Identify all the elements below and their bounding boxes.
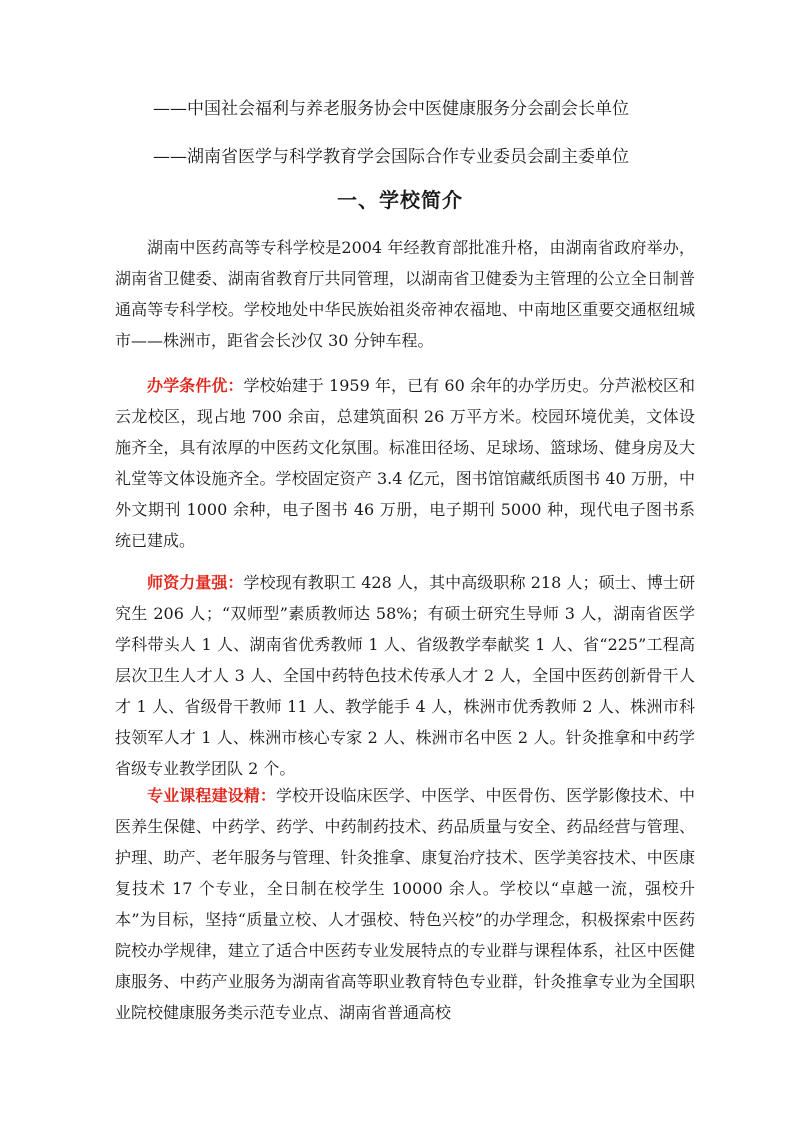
intro-paragraph bbox=[115, 232, 695, 356]
courses-text: 学校开设临床医学、中医学、中医骨伤、医学影像技术、中医养生保健、中药学、药学、中药制药技术、药品质量与安全、药品经营与管理、护理、助产、老年服务与管理、针灸推拿、康复治疗技术、医学美容技术、中医康复技术 17 个专业，全日制在校学生 10000 余人。学校以“卓越一流，强校升本”为目标，坚持“质量立校、人才强校、特色兴校”的办学理念，积极探索中医药院校办学规律，建立了适合中医药专业发展特点的专业群与课程体系，社区中医健康服务、中药产业服务为湖南省高等职业教育特色专业群，针灸推拿专业为全国职业院校健康服务类示范专业点、湖南省普通高校 bbox=[115, 786, 695, 1022]
teachers-text: 学校现有教职工 428 人，其中高级职称 218 人；硕士、博士研究生 206 人；“双师型”素质教师达 58%；有硕士研究生导师 3 人，湖南省医学学科带头人 1 人、湖南省优秀教师 1 人、省级教学奉献奖 1 人、省“225”工程高层次卫生人才人 3 人、全国中药特色技术传承人才 2 人，全国中医药创新骨干人才 1 人、省级骨干教师 11 人、教学能手 4 人，株洲市优秀教师 2 人、株洲市科技领军人才 1 人、株洲市核心专家 2 人、株洲市名中医 2 人。针灸推拿和中药学省级专业教学团队 2 个。 bbox=[115, 573, 695, 778]
affiliation-line-2: ——湖南省医学与科学教育学会国际合作专业委员会副主委单位 bbox=[153, 147, 629, 167]
teachers-paragraph bbox=[115, 567, 695, 784]
section-title: 一、学校简介 bbox=[337, 188, 463, 212]
affiliation-line-1: ——中国社会福利与养老服务协会中医健康服务分会副会长单位 bbox=[153, 99, 629, 119]
conditions-label: 办学条件优： bbox=[147, 376, 244, 395]
intro-text: 湖南中医药高等专科学校是2004 年经教育部批准升格，由湖南省政府举办，湖南省卫健委、湖南省教育厅共同管理，以湖南省卫健委为主管理的公立全日制普通高等专科学校。学校地处中华民族始祖炎帝神农福地、中南地区重要交通枢纽城市——株洲市，距省会长沙仅 30 分钟车程。 bbox=[115, 238, 695, 350]
conditions-text: 学校始建于 1959 年，已有 60 余年的办学历史。分芦淞校区和云龙校区，现占地 700 余亩，总建筑面积 26 万平方米。校园环境优美，文体设施齐全，具有浓厚的中医药文化氛围。标准田径场、足球场、篮球场、健身房及大礼堂等文体设施齐全。学校固定资产 3.4 亿元，图书馆馆藏纸质图书 40 万册，中外文期刊 1000 余种，电子图书 46 万册，电子期刊 5000 种，现代电子图书系统已建成。 bbox=[115, 376, 695, 550]
teachers-label: 师资力量强： bbox=[147, 573, 244, 592]
conditions-paragraph bbox=[115, 370, 695, 556]
courses-paragraph bbox=[115, 780, 695, 1028]
courses-label: 专业课程建设精： bbox=[147, 786, 276, 805]
